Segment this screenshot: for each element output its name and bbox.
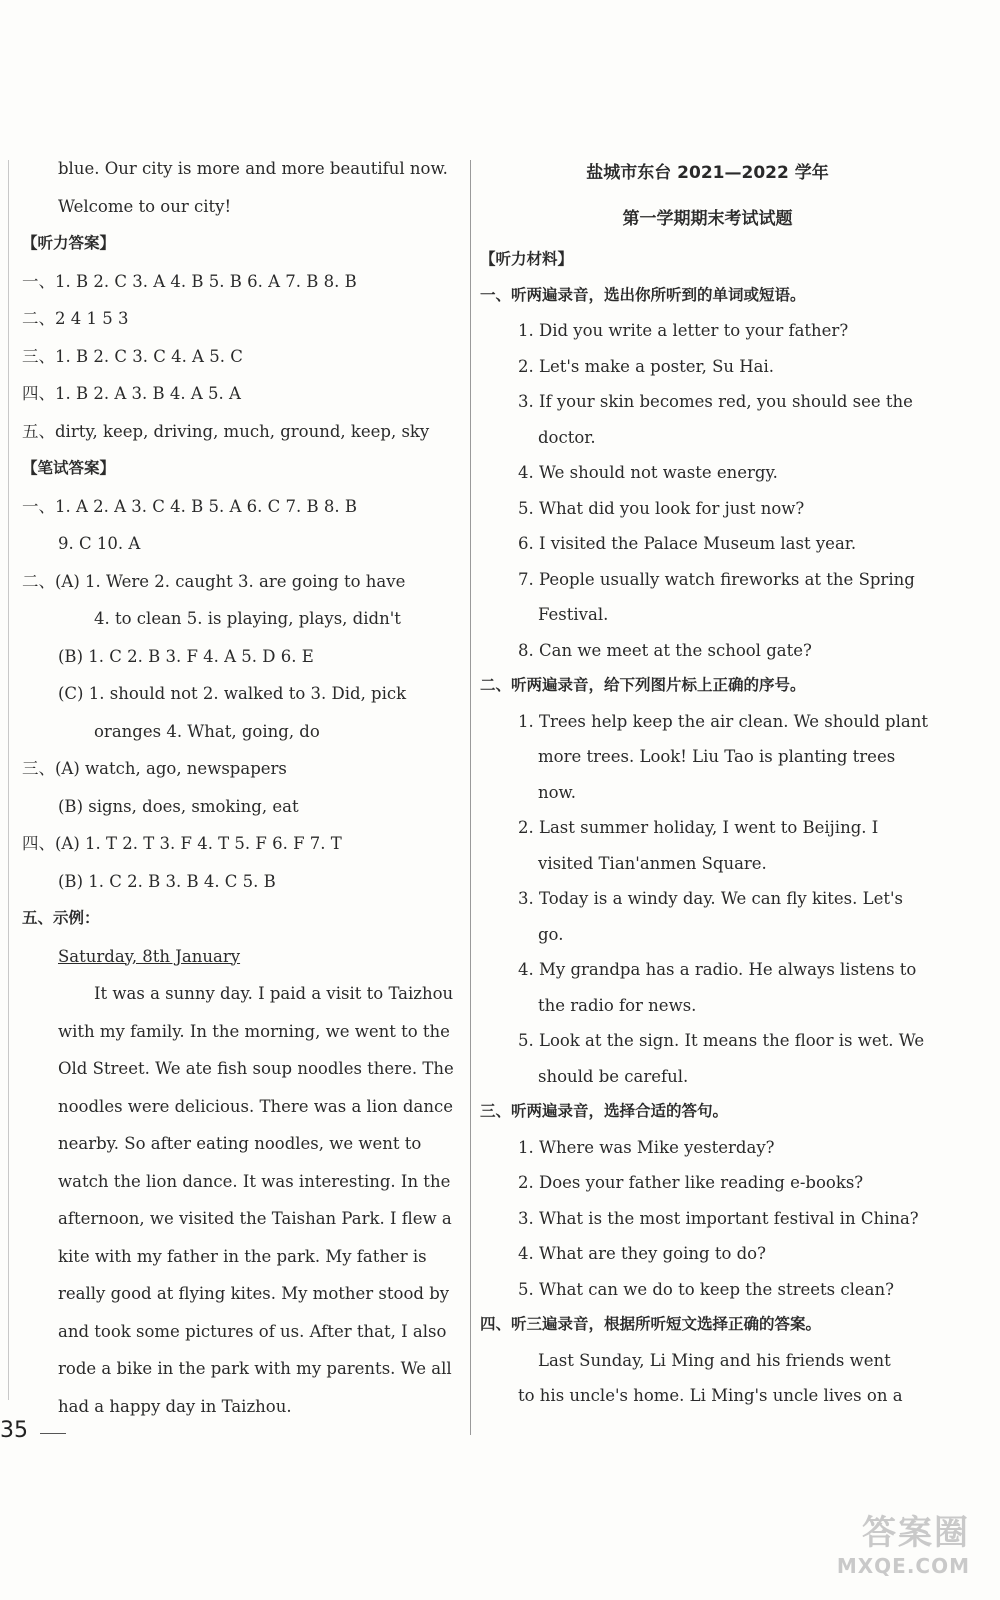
answer-line: afternoon, we visited the Taishan Park. I flew a [58,1209,452,1228]
answer-line: It was a sunny day. I paid a visit to Taizhou [94,984,454,1003]
page-number: 35 [0,1418,28,1443]
watermark-logo [770,1505,970,1578]
material-line: 7. People usually watch fireworks at the Spring [518,569,915,589]
material-line: 3. Today is a windy day. We can fly kites. Let's [518,889,903,908]
material-line: Festival. [538,605,609,624]
answer-line: rode a bike in the park with my parents. We all [58,1359,452,1378]
answer-line: 三、1. B 2. C 3. C 4. A 5. C [22,346,243,366]
material-line: 二、听两遍录音，给下列图片标上正确的序号。 [480,676,806,694]
watermark-text: 答案圈 [862,1513,970,1553]
material-line: 5. What can we do to keep the streets clean? [518,1279,894,1299]
answer-line: (B) 1. C 2. B 3. B 4. C 5. B [58,871,276,891]
material-line: visited Tian'anmen Square. [538,853,767,873]
listening-material-lines [480,242,935,1414]
answer-line: blue. Our city is more and more beautiful now. [58,159,448,178]
answer-line: Welcome to our city! [58,196,232,216]
material-line: 1. Trees help keep the air clean. We should plant [518,711,928,731]
answer-line: (B) signs, does, smoking, eat [58,796,299,816]
material-line: 8. Can we meet at the school gate? [518,640,812,660]
material-line: 3. What is the most important festival in China? [518,1208,919,1228]
material-line: 3. If your skin becomes red, you should see the [518,392,913,411]
answer-line: 四、(A) 1. T 2. T 3. F 4. T 5. F 6. F 7. T [22,834,342,853]
listening-material-column [480,150,935,1414]
material-line: 4. We should not waste energy. [518,463,778,482]
answer-line: 二、(A) 1. Were 2. caught 3. are going to have [22,571,406,591]
answer-line: 一、1. A 2. A 3. C 4. B 5. A 6. C 7. B 8. B [22,496,357,516]
material-line: 4. What are they going to do? [518,1244,766,1263]
material-line: go. [538,924,564,944]
answer-line: really good at flying kites. My mother stood by [58,1284,450,1303]
answer-line: 一、1. B 2. C 3. A 4. B 5. B 6. A 7. B 8. B [22,271,357,291]
material-line: to his uncle's home. Li Ming's uncle lives on a [518,1386,903,1405]
material-line: 5. Look at the sign. It means the floor is wet. We [518,1031,925,1050]
answer-line: 9. C 10. A [58,534,141,553]
answer-line: oranges 4. What, going, do [94,721,320,741]
material-line: 4. My grandpa has a radio. He always listens to [518,960,917,979]
material-line: 1. Where was Mike yesterday? [518,1137,775,1157]
material-line: doctor. [538,427,596,447]
material-line: 2. Does your father like reading e-books? [518,1173,864,1192]
answer-line: 五、示例： [22,909,100,927]
material-line: 1. Did you write a letter to your father? [518,321,849,340]
watermark-url: MXQE.COM [836,1554,970,1578]
answer-line: (C) 1. should not 2. walked to 3. Did, pick [58,684,407,703]
material-line: 【听力材料】 [480,250,574,268]
answer-line: 二、2 4 1 5 3 [22,309,129,328]
answer-line: kite with my father in the park. My father is [58,1246,427,1266]
answer-line: had a happy day in Taizhou. [58,1396,292,1416]
left-margin-rule [8,160,9,1400]
page-number-dash [40,1433,66,1434]
answer-key-column [22,150,462,1425]
material-line: 四、听三遍录音，根据所听短文选择正确的答案。 [480,1315,822,1333]
material-line: 2. Let's make a poster, Su Hai. [518,356,775,376]
answer-line: noodles were delicious. There was a lion dance [58,1096,453,1116]
material-line: 一、听两遍录音，选出你所听到的单词或短语。 [480,285,806,304]
answer-line: 【笔试答案】 [22,459,116,477]
exam-title-line2: 第一学期期末考试试题 [622,209,793,229]
material-line: the radio for news. [538,995,697,1015]
answer-line: watch the lion dance. It was interesting. In the [58,1171,451,1191]
answer-line: (B) 1. C 2. B 3. F 4. A 5. D 6. E [58,646,314,666]
answer-line: 三、(A) watch, ago, newspapers [22,759,287,778]
answer-line: and took some pictures of us. After that, I also [58,1321,447,1341]
material-line: now. [538,782,576,802]
material-line: more trees. Look! Liu Tao is planting trees [538,747,896,766]
material-line: 5. What did you look for just now? [518,498,805,518]
answer-line: with my family. In the morning, we went to the [58,1021,450,1041]
material-line: should be careful. [538,1066,689,1086]
answer-line: 4. to clean 5. is playing, plays, didn't [94,609,401,628]
column-divider [470,160,471,1435]
material-line: 2. Last summer holiday, I went to Beijing. I [518,818,879,837]
answer-line: 【听力答案】 [22,234,116,252]
exam-title-line1: 盐城市东台 2021—2022 学年 [586,163,829,183]
answer-line: Saturday, 8th January [58,946,241,966]
material-line: 6. I visited the Palace Museum last year. [518,534,857,553]
answer-line: nearby. So after eating noodles, we went to [58,1134,422,1153]
answer-line: 四、1. B 2. A 3. B 4. A 5. A [22,384,241,403]
answer-line: Old Street. We ate fish soup noodles there. The [58,1059,454,1078]
material-line: 三、听两遍录音，选择合适的答句。 [480,1102,729,1120]
material-line: Last Sunday, Li Ming and his friends went [538,1350,891,1370]
answer-line: 五、dirty, keep, driving, much, ground, keep, sky [22,421,430,441]
